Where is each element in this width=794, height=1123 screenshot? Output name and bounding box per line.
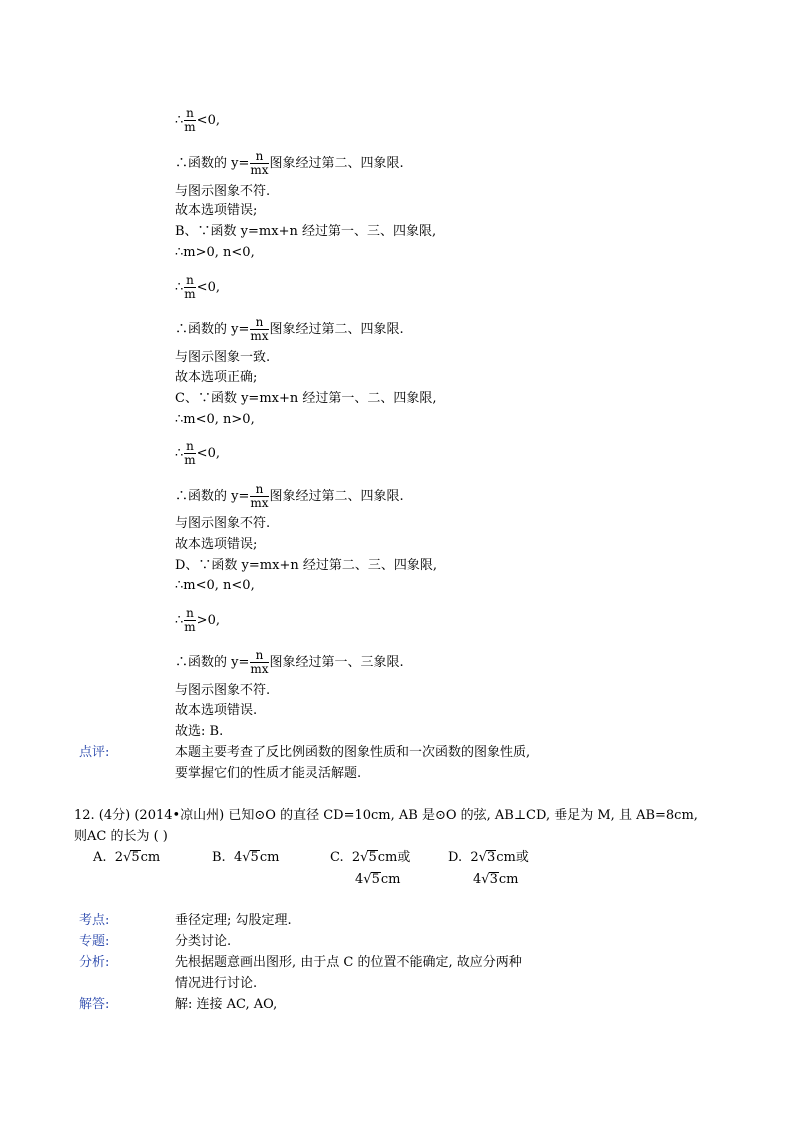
- option-c: C. 2√5cm或: [330, 850, 411, 865]
- kaodian-label: 考点:: [79, 913, 110, 928]
- fenxi-text: 先根据题意画出图形, 由于点 C 的位置不能确定, 故应分两种: [175, 955, 522, 970]
- text-line: 与图示图象不符.: [175, 516, 271, 531]
- text-line: 故本选项错误;: [175, 537, 258, 552]
- comment-line: 本题主要考查了反比例函数的图象性质和一次函数的图象性质,: [175, 745, 531, 760]
- math-line: ∴函数的 y= $\frac{n}{mx}$ 图象经过第二、四象限.: [175, 482, 404, 510]
- text-line: ∴m>0, n<0,: [175, 245, 255, 260]
- fraction: $\frac{n}{mx}$: [250, 315, 269, 343]
- text-line: 故选: B.: [175, 724, 224, 739]
- jieda-label: 解答:: [79, 997, 110, 1012]
- text-line: 与图示图象不符.: [175, 683, 271, 698]
- question-stem: 则AC 的长为 ( ): [74, 829, 168, 844]
- text-line: ∴m<0, n<0,: [175, 578, 255, 593]
- text-line: 故本选项正确;: [175, 370, 258, 385]
- text-line: D、∵函数 y=mx+n 经过第二、三、四象限,: [175, 558, 437, 573]
- option-c-alt: 4√5cm: [355, 872, 401, 887]
- zhuanti-label: 专题:: [79, 934, 110, 949]
- zhuanti-text: 分类讨论.: [175, 934, 232, 949]
- kaodian-text: 垂径定理; 勾股定理.: [175, 913, 292, 928]
- fraction: $\frac{n}{mx}$: [250, 648, 269, 676]
- fenxi-label: 分析:: [79, 955, 110, 970]
- fraction: $\frac{n}{mx}$: [250, 482, 269, 510]
- jieda-text: 解: 连接 AC, AO,: [175, 997, 278, 1012]
- comment-label: 点评:: [79, 745, 110, 760]
- math-line: ∴ $\frac{n}{m}$ <0,: [175, 273, 220, 301]
- fraction: $\frac{n}{m}$: [184, 106, 196, 134]
- text-line: 与图示图象不符.: [175, 184, 271, 199]
- math-line: ∴函数的 y= $\frac{n}{mx}$ 图象经过第一、三象限.: [175, 648, 404, 676]
- fraction: $\frac{n}{mx}$: [250, 149, 269, 177]
- fraction: $\frac{n}{m}$: [184, 439, 196, 467]
- comment-line: 要掌握它们的性质才能灵活解题.: [175, 766, 362, 781]
- fenxi-text: 情况进行讨论.: [175, 976, 258, 991]
- fraction: $\frac{n}{m}$: [184, 273, 196, 301]
- option-b: B. 4√5cm: [212, 850, 280, 865]
- option-d-alt: 4√3cm: [473, 872, 519, 887]
- math-line: ∴函数的 y= $\frac{n}{mx}$ 图象经过第二、四象限.: [175, 315, 404, 343]
- text-line: 与图示图象一致.: [175, 350, 271, 365]
- text-line: B、∵函数 y=mx+n 经过第一、三、四象限,: [175, 224, 437, 239]
- text-line: C、∵函数 y=mx+n 经过第一、二、四象限,: [175, 391, 437, 406]
- text-line: 故本选项错误.: [175, 703, 258, 718]
- text-line: ∴m<0, n>0,: [175, 412, 255, 427]
- question-stem: 12. (4分) (2014•凉山州) 已知⊙O 的直径 CD=10cm, AB 是⊙O 的弦, AB⊥CD, 垂足为 M, 且 AB=8cm,: [74, 808, 698, 823]
- math-line: ∴ $\frac{n}{m}$ <0,: [175, 439, 220, 467]
- fraction: $\frac{n}{m}$: [184, 606, 196, 634]
- option-a: A. 2√5cm: [93, 850, 161, 865]
- text-line: 故本选项错误;: [175, 203, 258, 218]
- option-d: D. 2√3cm或: [448, 850, 529, 865]
- math-line: ∴ $\frac{n}{m}$ >0,: [175, 606, 220, 634]
- math-line: ∴函数的 y= $\frac{n}{mx}$ 图象经过第二、四象限.: [175, 149, 404, 177]
- math-line: ∴ $\frac{n}{m}$ <0,: [175, 106, 220, 134]
